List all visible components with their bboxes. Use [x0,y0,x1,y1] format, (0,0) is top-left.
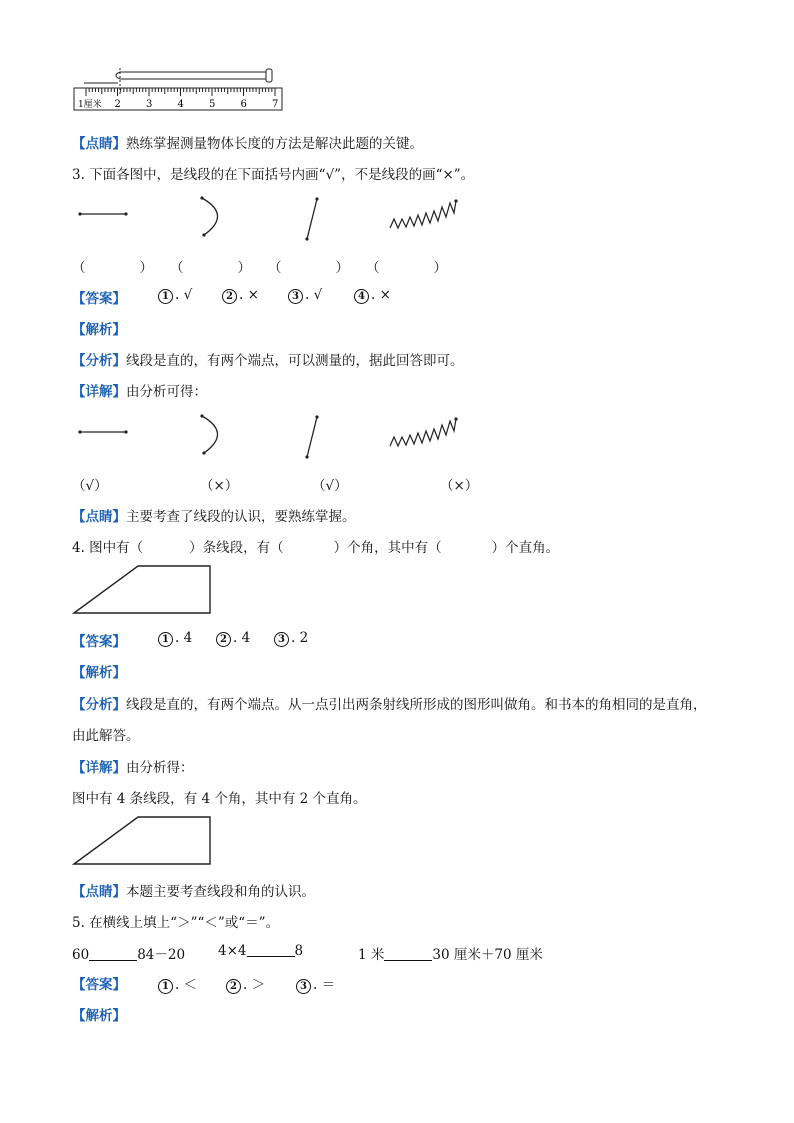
tip-text: 熟练掌握测量物体长度的方法是解决此题的关键。 [126,136,423,152]
q5-answer-row: 【答案】 [72,977,126,993]
ruler-unit-label: 1厘米 [78,100,102,110]
q5-jiexi-tag: 【解析】 [72,1008,126,1024]
q5-item-3: 1 米 30 厘米＋70 厘米 [358,947,543,963]
q3-mark-1: （√） [72,478,108,494]
ruler-tick-label: 4 [177,99,184,110]
q3-figures-top [72,195,472,245]
fill-blank [384,948,432,961]
q3-empty-bracket-3: （ ） [268,260,349,276]
q4-detail: 【详解】由分析得： [72,760,194,776]
q4-question: 4. 图中有（ ）条线段，有（ ）个角，其中有（ ）个直角。 [72,540,560,556]
q3-answer-row [72,287,126,307]
q4-answer-2: 2 . 4 [216,630,250,647]
q4-answer-row: 【答案】 [72,634,126,650]
q3-analysis: 【分析】线段是直的，有两个端点，可以测量的，据此回答即可。 [72,353,464,369]
q4-trapezoid-figure [72,563,214,615]
q3-jiexi-tag: 【解析】 [72,322,126,338]
q5-answer-1: 1 . ＜ [158,973,197,994]
q4-tip: 【点睛】本题主要考查线段和角的认识。 [72,884,315,900]
q4-detail-result: 图中有 4 条线段，有 4 个角，其中有 2 个直角。 [72,791,367,807]
ruler-tick-label: 7 [272,99,279,110]
q4-answer-1: 1 . 4 [158,630,192,647]
fill-blank [247,944,295,957]
q3-answer-2: 2 . × [222,287,259,304]
q5-answer-3: 3 . ＝ [296,973,335,994]
q3-mark-4: （×） [440,478,479,494]
ruler-figure [72,64,286,116]
q3-detail: 【详解】由分析可得： [72,384,207,400]
q4-jiexi-tag: 【解析】 [72,665,126,681]
answer-tag: 【答案】 [72,291,126,307]
q3-mark-2: （×） [200,478,239,494]
q3-answer-3: 3 . √ [288,287,322,304]
ruler-tick-label: 3 [146,99,153,110]
q4-answer-3: 3 . 2 [274,630,308,647]
q5-answer-2: 2 . ＞ [226,973,265,994]
q3-question: 3. 下面各图中，是线段的在下面括号内画“√”，不是线段的画“×”。 [72,167,475,183]
q5-item-2: 4×4 8 [218,943,304,959]
q3-tip: 【点睛】主要考查了线段的认识，要熟练掌握。 [72,509,356,525]
ruler-tick-label: 2 [114,99,121,110]
q3-empty-bracket-1: （ ） [72,260,153,276]
q4-analysis: 【分析】线段是直的，有两个端点。从一点引出两条射线所形成的图形叫做角。和书本的角相同的是直角， [72,697,707,713]
q4-analysis-line2: 由此解答。 [72,728,140,744]
q3-figures-detail [72,413,472,463]
q2-tip [72,132,423,152]
q5-item-1: 60 84－20 [72,947,186,963]
tip-tag: 【点睛】 [72,136,126,152]
ruler-tick-label: 5 [209,99,216,110]
q5-question: 5. 在横线上填上“＞”“＜”或“＝”。 [72,915,280,931]
q3-empty-bracket-4: （ ） [366,260,447,276]
q3-mark-3: （√） [312,478,348,494]
q3-answer-1: 1 . √ [158,287,192,304]
q4-trapezoid-detail-figure [72,814,214,866]
fill-blank [89,948,137,961]
ruler-tick-label: 6 [240,99,247,110]
q3-answer-4: 4 . × [354,287,391,304]
q3-empty-bracket-2: （ ） [170,260,251,276]
